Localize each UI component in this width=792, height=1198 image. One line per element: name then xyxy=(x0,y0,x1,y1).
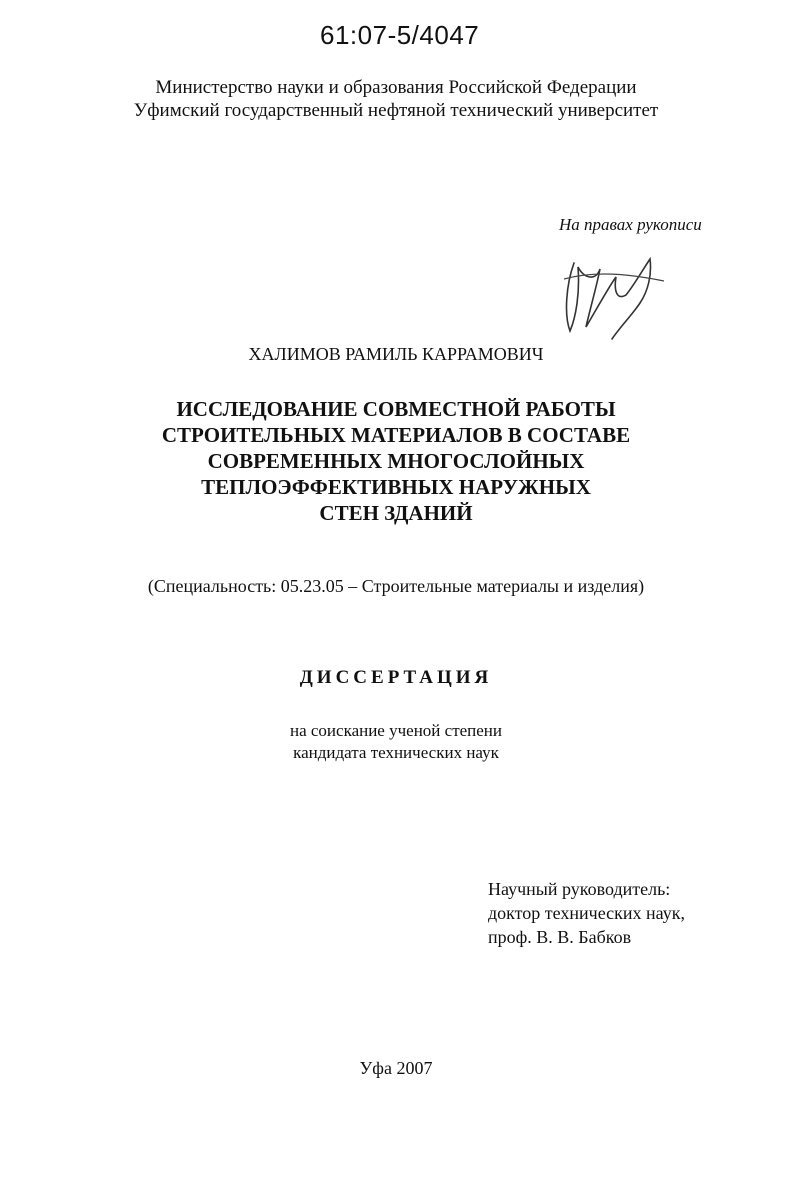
supervisor-label: Научный руководитель: xyxy=(488,879,671,899)
signature-icon xyxy=(556,245,676,345)
university-name: Уфимский государственный нефтяной технический университет xyxy=(133,100,659,121)
document-type: ДИССЕРТАЦИЯ xyxy=(299,667,493,688)
institution-header xyxy=(0,76,792,122)
ministry-name: Министерство науки и образования Российской Федерации xyxy=(155,77,637,98)
degree-line: кандидата технических наук xyxy=(293,743,499,762)
supervisor-block xyxy=(488,877,685,949)
dissertation-title xyxy=(0,396,792,526)
title-line: СТЕН ЗДАНИЙ xyxy=(319,501,473,525)
title-line: ТЕПЛОЭФФЕКТИВНЫХ НАРУЖНЫХ xyxy=(201,475,591,499)
supervisor-degree: доктор технических наук, xyxy=(488,903,685,923)
degree-line: на соискание ученой степени xyxy=(289,721,503,740)
specialty: (Специальность: 05.23.05 – Строительные материалы и изделия) xyxy=(147,576,645,596)
title-line: ИССЛЕДОВАНИЕ СОВМЕСТНОЙ РАБОТЫ xyxy=(176,397,616,421)
manuscript-note: На правах рукописи xyxy=(559,215,702,234)
supervisor-name: проф. В. В. Бабков xyxy=(488,927,632,947)
title-line: СТРОИТЕЛЬНЫХ МАТЕРИАЛОВ В СОСТАВЕ xyxy=(161,423,631,447)
archive-code: 61:07-5/4047 xyxy=(320,20,480,50)
degree-statement xyxy=(0,720,792,764)
title-line: СОВРЕМЕННЫХ МНОГОСЛОЙНЫХ xyxy=(207,449,585,473)
author-name: ХАЛИМОВ РАМИЛЬ КАРРАМОВИЧ xyxy=(248,344,544,364)
city-year: Уфа 2007 xyxy=(359,1058,433,1078)
